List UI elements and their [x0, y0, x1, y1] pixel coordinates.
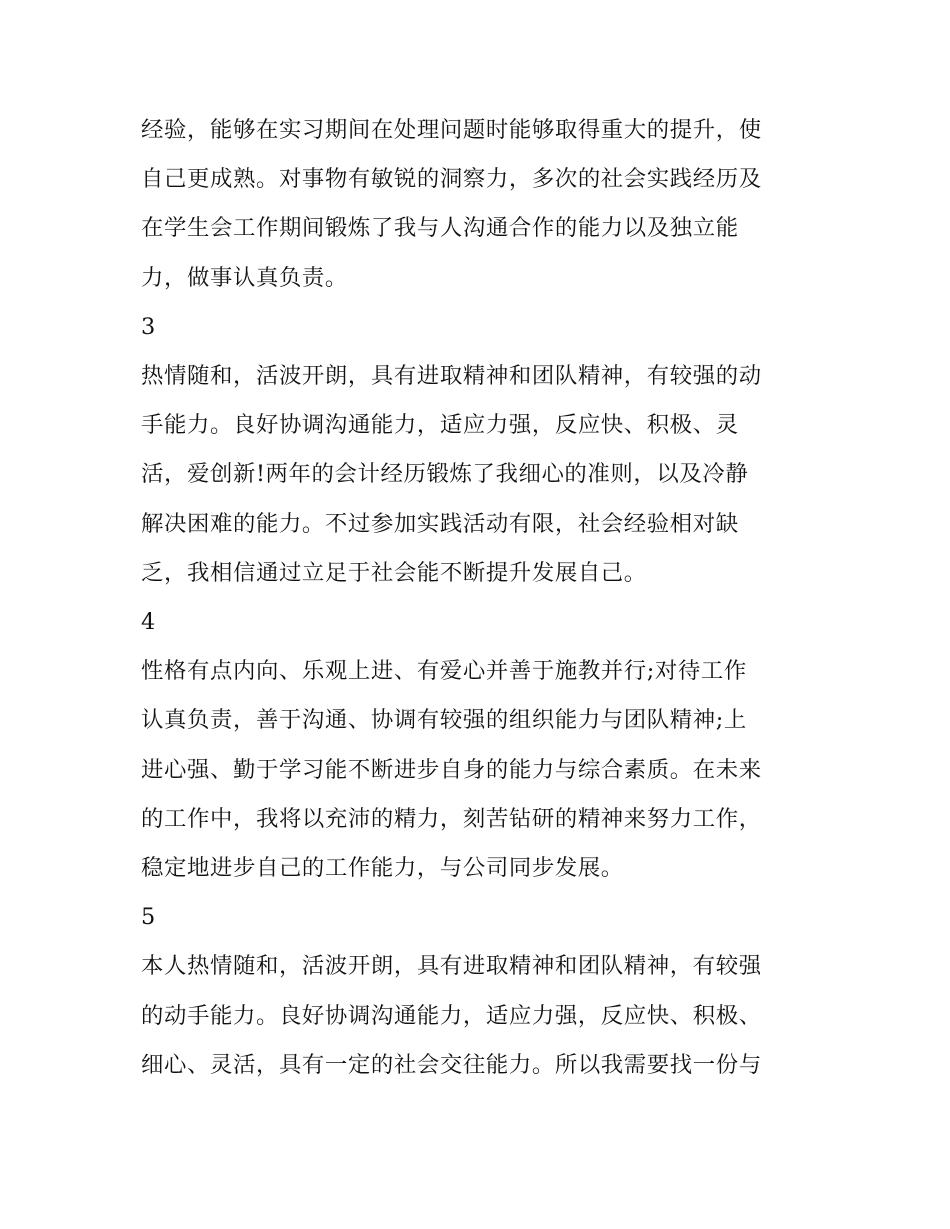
text-line: 的工作中，我将以充沛的精力，刻苦钻研的精神来努力工作，: [141, 805, 762, 832]
text-line: 解决困难的能力。不过参加实践活动有限，社会经验相对缺: [141, 510, 739, 537]
section-number: 5: [141, 904, 156, 931]
text-line: 稳定地进步自己的工作能力，与公司同步发展。: [141, 855, 624, 882]
text-line: 热情随和，活波开朗，具有进取精神和团队精神，有较强的动: [141, 363, 762, 390]
text-line: 乏，我相信通过立足于社会能不断提升发展自己。: [141, 559, 647, 586]
text-line: 经验，能够在实习期间在处理问题时能够取得重大的提升，使: [141, 117, 762, 143]
text-line: 本人热情随和，活波开朗，具有进取精神和团队精神，有较强: [141, 953, 762, 980]
text-line: 的动手能力。良好协调沟通能力，适应力强，反应快、积极、: [141, 1002, 762, 1029]
document-body: [141, 106, 813, 1090]
text-line: 手能力。良好协调沟通能力，适应力强，反应快、积极、灵: [141, 412, 739, 439]
section-number: 4: [141, 609, 156, 636]
text-line: 进心强、勤于学习能不断进步自身的能力与综合素质。在未来: [141, 756, 762, 783]
paragraph-3: [141, 303, 813, 598]
paragraph-5: [141, 893, 813, 1090]
text-line: 自己更成熟。对事物有敏锐的洞察力，多次的社会实践经历及: [141, 166, 762, 193]
paragraph-intro: [141, 106, 813, 303]
text-line: 性格有点内向、乐观上进、有爱心并善于施教并行;对待工作: [141, 658, 747, 685]
text-line: 力，做事认真负责。: [141, 264, 348, 291]
paragraph-4: [141, 598, 813, 893]
text-line: 活，爱创新!两年的会计经历锻炼了我细心的准则，以及冷静: [141, 461, 749, 488]
text-line: 细心、灵活，具有一定的社会交往能力。所以我需要找一份与: [141, 1051, 762, 1078]
text-line: 认真负责，善于沟通、协调有较强的组织能力与团队精神;上: [141, 707, 747, 734]
section-number: 3: [141, 313, 156, 340]
text-line: 在学生会工作期间锻炼了我与人沟通合作的能力以及独立能: [141, 215, 739, 242]
